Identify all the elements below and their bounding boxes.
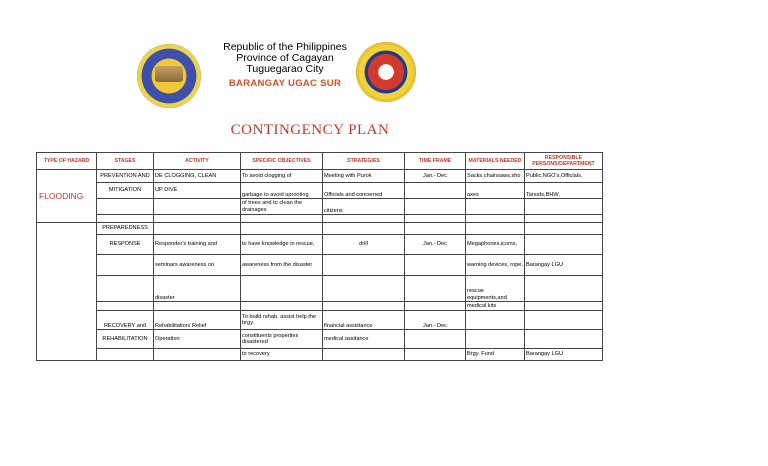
table-cell: Responder's training and: [154, 235, 241, 255]
table-cell: [323, 255, 405, 276]
header-republic: Republic of the Philippines: [223, 41, 347, 53]
table-cell: [97, 302, 154, 311]
table-cell: [405, 199, 466, 215]
table-cell: citizens: [323, 199, 405, 215]
table-cell: garbage to avoid uprooting: [241, 183, 323, 199]
col-header: TIME FRAME: [405, 153, 466, 170]
hazard-cell: FLOODING: [37, 170, 97, 223]
table-cell: [525, 311, 603, 330]
table-row: [37, 223, 603, 235]
table-cell: rescue equipments,and: [466, 276, 525, 302]
table-cell: [97, 215, 154, 223]
table-cell: [525, 223, 603, 235]
table-cell: [525, 330, 603, 349]
table-cell: [154, 215, 241, 223]
table-cell: awareness from the disaster: [241, 255, 323, 276]
table-cell: of trees and to clean the drainages: [241, 199, 323, 215]
table-cell: Sacks,chainsaws,sho: [466, 170, 525, 183]
table-cell: financial assistance: [323, 311, 405, 330]
table-cell: disaster: [154, 276, 241, 302]
table-cell: [525, 235, 603, 255]
table-cell: Public,NGO's,Officials,: [525, 170, 603, 183]
table-cell: [323, 302, 405, 311]
table-cell: Operation: [154, 330, 241, 349]
table-row: [37, 330, 603, 349]
table-cell: DE CLOGGING, CLEAN: [154, 170, 241, 183]
table-cell: axes: [466, 183, 525, 199]
document-title: CONTINGENCY PLAN: [230, 122, 390, 138]
table-cell: [525, 302, 603, 311]
table-cell: [466, 311, 525, 330]
table-cell: [405, 330, 466, 349]
table-cell: RECOVERY and: [97, 311, 154, 330]
table-cell: [37, 223, 97, 361]
contingency-table: [36, 152, 603, 361]
table-cell: [466, 199, 525, 215]
table-cell: seminars awareness on: [154, 255, 241, 276]
table-row: [37, 311, 603, 330]
table-cell: Meeting with Purok: [323, 170, 405, 183]
header-city: Tuguegarao City: [246, 63, 324, 75]
table-cell: [323, 276, 405, 302]
col-header: TYPE OF HAZARD: [37, 153, 97, 170]
table-cell: [525, 215, 603, 223]
table-cell: [466, 330, 525, 349]
table-cell: [405, 276, 466, 302]
table-row: [37, 199, 603, 215]
table-cell: [241, 215, 323, 223]
col-header: SPECIFIC OBJECTIVES: [241, 153, 323, 170]
table-row: [37, 235, 603, 255]
table-cell: [405, 349, 466, 361]
table-cell: Jan.- Dec: [405, 170, 466, 183]
table-cell: [154, 223, 241, 235]
table-cell: to have knowledge in rescue,: [241, 235, 323, 255]
table-cell: [323, 349, 405, 361]
table-cell: constituents properties disastered: [241, 330, 323, 349]
table-cell: [405, 183, 466, 199]
table-cell: Officials and concerned: [323, 183, 405, 199]
table-cell: [405, 223, 466, 235]
table-cell: PREVENTION AND: [97, 170, 154, 183]
table-row: [37, 255, 603, 276]
table-row: [37, 183, 603, 199]
table-cell: Jan.- Dec: [405, 235, 466, 255]
table-cell: [405, 255, 466, 276]
table-cell: Barangay LGU: [525, 255, 603, 276]
table-cell: [466, 223, 525, 235]
table-cell: Megaphones,icoms,: [466, 235, 525, 255]
table-cell: [323, 223, 405, 235]
table-cell: [405, 302, 466, 311]
table-cell: Brgy. Fund: [466, 349, 525, 361]
barangay-name: BARANGAY UGAC SUR: [228, 78, 342, 89]
table-cell: [525, 276, 603, 302]
table-cell: [241, 302, 323, 311]
col-header: STRATEGIES: [323, 153, 405, 170]
table-cell: To build rehab, assist help the brgy.: [241, 311, 323, 330]
col-header: STAGES: [97, 153, 154, 170]
table-row: [37, 215, 603, 223]
table-cell: [97, 276, 154, 302]
table-cell: Rehabilitation/ Relief: [154, 311, 241, 330]
table-cell: [466, 215, 525, 223]
col-header: ACTIVITY: [154, 153, 241, 170]
table-row: [37, 349, 603, 361]
table-cell: RESPONSE: [97, 235, 154, 255]
col-header: RESPONSIBLE PERSONS/DEPARTMENT: [525, 153, 603, 170]
table-cell: [97, 199, 154, 215]
table-cell: MITIGATION: [97, 183, 154, 199]
table-cell: medical kits: [466, 302, 525, 311]
table-cell: medical assitance: [323, 330, 405, 349]
table-cell: UP DIVE: [154, 183, 241, 199]
table-cell: [525, 199, 603, 215]
table-cell: Barangay LGU: [525, 349, 603, 361]
table-row: [37, 302, 603, 311]
table-cell: [97, 255, 154, 276]
table-row: [37, 170, 603, 183]
table-cell: [97, 349, 154, 361]
col-header: MATERIALS NEEDED: [466, 153, 525, 170]
table-cell: drill: [323, 235, 405, 255]
table-cell: Jan.- Dec: [405, 311, 466, 330]
table-cell: [154, 302, 241, 311]
table-cell: [241, 276, 323, 302]
table-cell: REHABILITATION: [97, 330, 154, 349]
table-cell: To avoid clogging of: [241, 170, 323, 183]
table-cell: to recovery: [241, 349, 323, 361]
table-cell: PREPAREDNESS: [97, 223, 154, 235]
header-province: Province of Cagayan: [236, 52, 334, 64]
table-cell: warning devices, rope,: [466, 255, 525, 276]
table-cell: [323, 215, 405, 223]
table-cell: Tanods,BHW,: [525, 183, 603, 199]
table-header-row: [37, 153, 603, 170]
table-row: [37, 276, 603, 302]
table-cell: [405, 215, 466, 223]
table-cell: [154, 199, 241, 215]
table-cell: [154, 349, 241, 361]
table-cell: [241, 223, 323, 235]
